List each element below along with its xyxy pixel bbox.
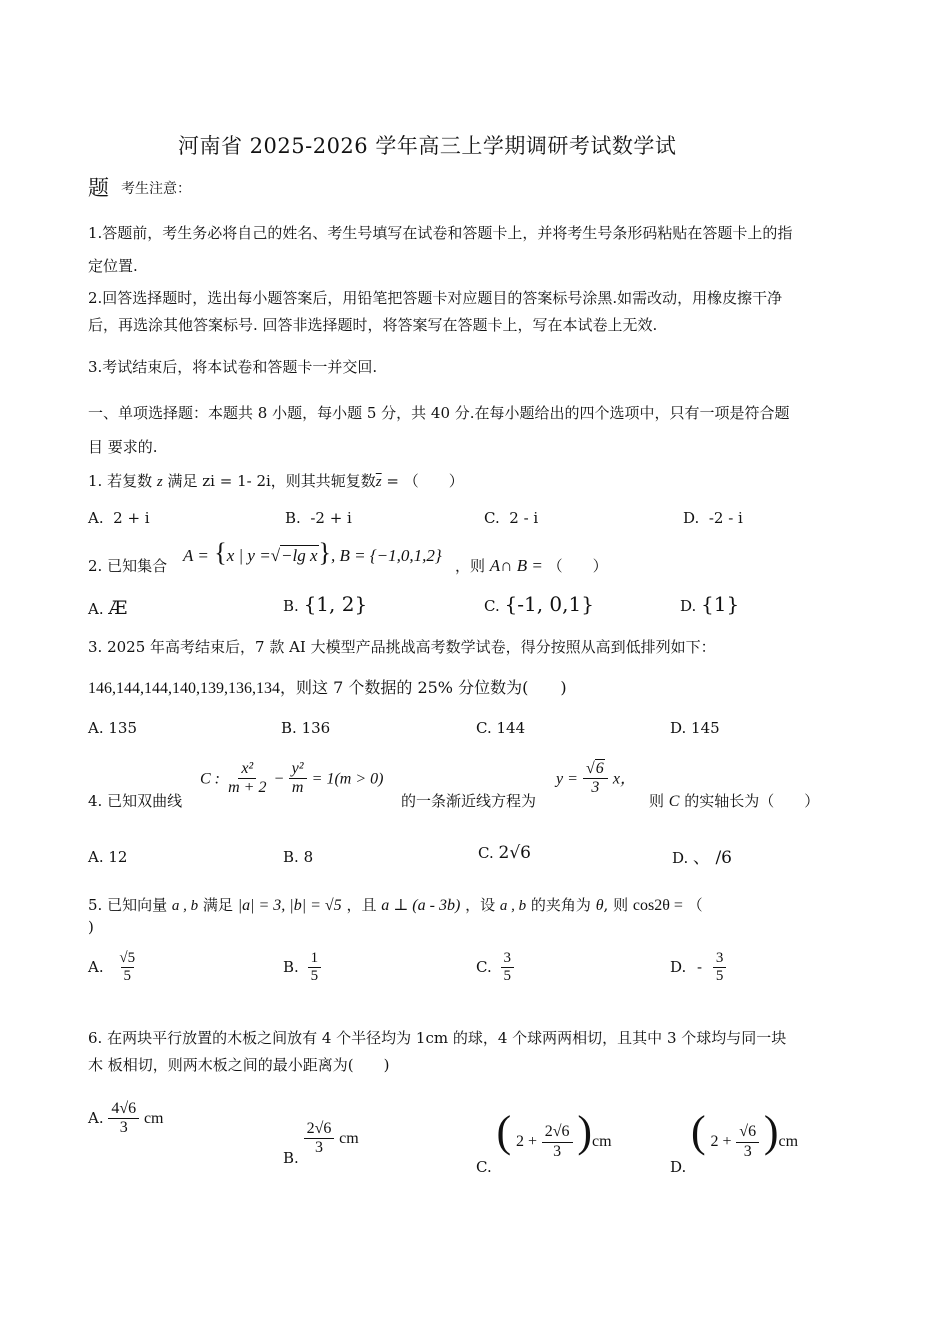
option-d: D. ( 2 + $\frac{√6}{3}$ )cm <box>670 1107 799 1176</box>
asymptote-equation: y = $\frac{√6}{3}$ x， <box>556 760 636 797</box>
question-4-stem: 4. 已知双曲线 <box>88 792 183 810</box>
option-c: C. {-1, 0,1} <box>484 592 594 616</box>
option-a: A. $\frac{√5}{5}$ <box>88 950 136 985</box>
question-2-mid: ，则 A∩ B = （ ） <box>455 556 608 575</box>
question-2-stem: 2. 已知集合 <box>88 557 168 575</box>
note-line: 1.答题前，考生务必将自己的姓名、考生号填写在试卷和答题卡上，并将考生号条形码粘贴在答题卡上的指 <box>88 224 793 242</box>
option-b: B. $\frac{1}{5}$ <box>283 950 321 986</box>
option-d: D. - $\frac{3}{5}$ <box>670 950 726 986</box>
option-b: B. 8 <box>283 848 314 866</box>
notice-label: 考生注意： <box>121 181 191 197</box>
option-b: B. $\frac{2√6}{3}$ cm <box>283 1120 359 1167</box>
option-a: A. 12 <box>88 848 128 866</box>
option-c: C. ( 2 + $\frac{2√6}{3}$ )cm <box>476 1107 612 1176</box>
option-a: A. 135 <box>88 719 138 737</box>
note-line: 后，再选涂其他答案标号. 回答非选择题时，将答案写在答题卡上，写在本试卷上无效. <box>88 316 658 334</box>
option-d: D. {1} <box>680 592 740 616</box>
option-d: D. 、 /6 <box>672 848 732 868</box>
option-a: A. Æ <box>88 597 128 619</box>
question-5-close: ) <box>88 918 94 936</box>
question-4-end: 则 C 的实轴长为（ ） <box>649 792 820 810</box>
option-c: C. $\frac{3}{5}$ <box>476 950 514 986</box>
page-title: 河南省 2025-2026 学年高三上学期调研考试数学试 <box>178 134 677 158</box>
hyperbola-equation: C : $\frac{\text{x²}}{m + 2}$ − $\frac{\text{y²}}{m}$ = 1(m > 0) <box>200 760 384 797</box>
option-c: C. 2√6 <box>478 843 531 863</box>
note-line: 定位置. <box>88 257 138 275</box>
option-b: B. 136 <box>281 719 331 737</box>
option-a: A. $\frac{4√6}{3}$ cm <box>88 1100 164 1137</box>
question-6-cont: 木 板相切，则两木板之间的最小距离为( ) <box>88 1056 390 1074</box>
question-5: 5. 已知向量 a , b 满足 |a| = 3, |b| = √5 ，且 a ⊥ (a - 3b) ，设 a , b 的夹角为 θ, 则 cos2θ = （ <box>88 896 703 914</box>
option-d: D. 145 <box>670 719 720 737</box>
section-heading: 一、单项选择题：本题共 8 小题，每小题 5 分，共 40 分.在每小题给出的四个选项中，只有一项是符合题 <box>88 404 790 422</box>
question-3-data: 146,144,144,140,139,136,134，则这 7 个数据的 25% 分位数为( ) <box>88 678 567 697</box>
option-b: B. {1, 2} <box>283 592 368 616</box>
option-c: C. 144 <box>476 719 526 737</box>
option-c: C. 2 - i <box>484 509 539 527</box>
set-expression: A = {x | y =√−lg x}, B = {−1,0,1,2} <box>183 538 442 567</box>
option-d: D. -2 - i <box>683 509 743 527</box>
option-a: A. 2 + i <box>88 509 150 527</box>
note-line: 3.考试结束后，将本试卷和答题卡一并交回. <box>88 358 378 376</box>
page-title-cont: 题 <box>88 176 110 200</box>
section-heading-cont: 目 要求的. <box>88 438 158 456</box>
question-3: 3. 2025 年高考结束后，7 款 AI 大模型产品挑战高考数学试卷，得分按照从高到低排列如下： <box>88 638 716 656</box>
question-4-mid: 的一条渐近线方程为 <box>401 792 537 810</box>
note-line: 2.回答选择题时，选出每小题答案后，用铅笔把答题卡对应题目的答案标号涂黑.如需改动，用橡皮擦干净 <box>88 289 783 307</box>
option-b: B. -2 + i <box>285 509 352 527</box>
question-1: 1. 若复数 z 满足 zi = 1- 2i，则其共轭复数$\overline{z}$ = （ ） <box>88 472 464 490</box>
question-6: 6. 在两块平行放置的木板之间放有 4 个半径均为 1cm 的球，4 个球两两相切，且其中 3 个球均与同一块 <box>88 1029 787 1047</box>
